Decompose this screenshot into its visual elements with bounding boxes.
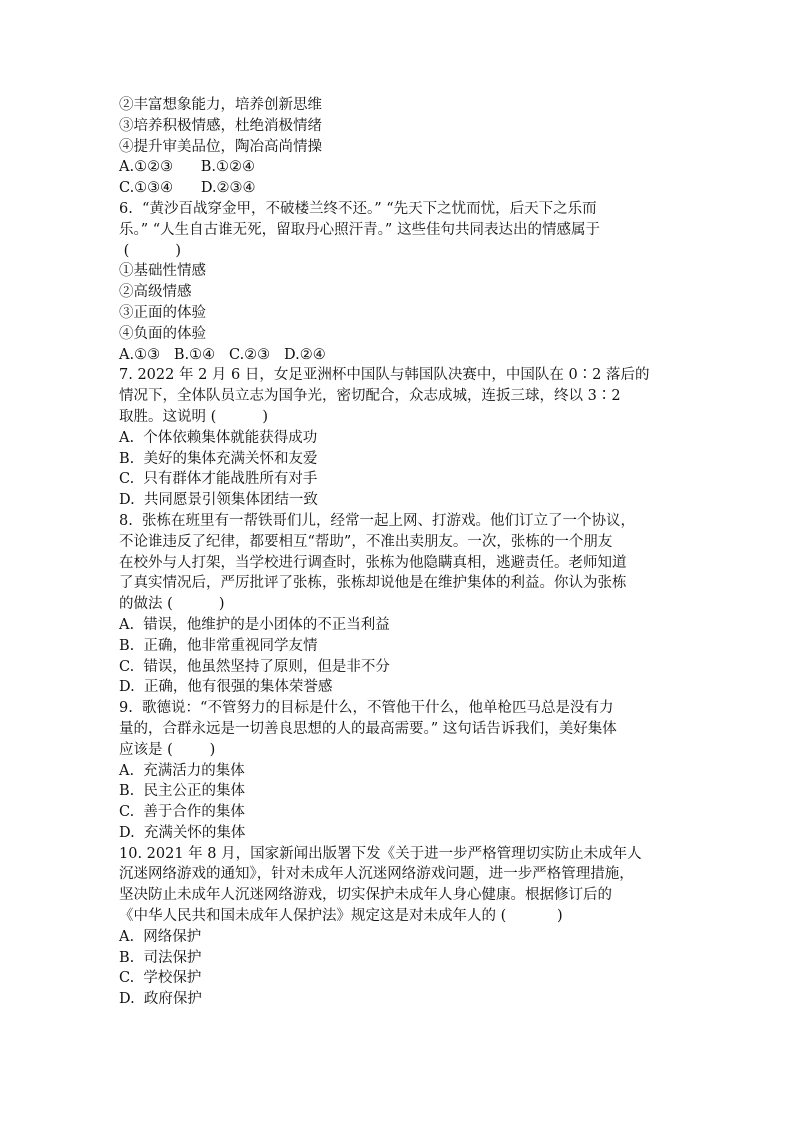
statement-line: ①基础性情感 <box>119 263 206 280</box>
option-c: C. 错误，他虽然坚持了原则，但是非不分 <box>119 658 390 675</box>
option-d: D. 正确，他有很强的集体荣誉感 <box>119 679 333 696</box>
statement-line: ③正面的体验 <box>119 304 206 321</box>
option-c: C. 只有群体才能战胜所有对手 <box>119 471 318 488</box>
question-text-line: 不论谁违反了纪律，都要相互“帮助”，不准出卖朋友。一次，张栋的一个朋友 <box>119 533 613 550</box>
option-d: D. 充满关怀的集体 <box>119 824 246 841</box>
question-text-line: 坚决防止未成年人沉迷网络游戏，切实保护未成年人身心健康。根据修订后的 <box>119 887 612 904</box>
answer-choice-line: A.①②③ B.①②④ <box>119 159 255 176</box>
option-b: B. 司法保护 <box>119 949 202 966</box>
option-a: A. 网络保护 <box>119 928 202 945</box>
question-9 <box>119 698 679 844</box>
options-continuation-block <box>119 95 679 199</box>
statement-line: ④提升审美品位，陶冶高尚情操 <box>119 138 322 155</box>
question-text-line: 应该是 ( ) <box>119 741 216 758</box>
option-a: A. 错误，他维护的是小团体的不正当利益 <box>119 616 390 633</box>
question-7 <box>119 365 679 511</box>
question-text-line: 7. 2022 年 2 月 6 日，女足亚洲杯中国队与韩国队决赛中，中国队在 0∶2 落后的 <box>119 367 650 384</box>
question-text-line: 在校外与人打架，当学校进行调查时，张栋为他隐瞒真相，逃避责任。老师知道 <box>119 554 627 571</box>
question-text-line: 乐。” “人生自古谁无死，留取丹心照汗青。” 这些佳句共同表达出的情感属于 <box>119 221 600 238</box>
answer-choice-line: A.①③ B.①④ C.②③ D.②④ <box>119 346 326 363</box>
question-text-line: 了真实情况后，严厉批评了张栋，张栋却说他是在维护集体的利益。你认为张栋 <box>119 575 627 592</box>
question-text-line: 沉迷网络游戏的通知》，针对未成年人沉迷网络游戏问题，进一步严格管理措施， <box>119 866 634 883</box>
page-content <box>119 95 679 1010</box>
question-text-line: 取胜。这说明 ( ) <box>119 408 269 425</box>
question-text-line: 量的，合群永远是一切善良思想的人的最高需要。” 这句话告诉我们，美好集体 <box>119 720 617 737</box>
question-text-line: 《中华人民共和国未成年人保护法》规定这是对未成年人的 ( ) <box>119 908 563 925</box>
answer-blank: ( ) <box>119 242 182 259</box>
question-text-line: 6. “黄沙百战穿金甲，不破楼兰终不还。” “先天下之忧而忧，后天下之乐而 <box>119 200 597 217</box>
question-text-line: 的做法 ( ) <box>119 596 225 613</box>
option-a: A. 充满活力的集体 <box>119 762 245 779</box>
option-c: C. 学校保护 <box>119 970 202 987</box>
question-6 <box>119 199 679 365</box>
question-text-line: 10. 2021 年 8 月，国家新闻出版署下发《关于进一步严格管理切实防止未成年人 <box>119 845 642 862</box>
answer-choice-line: C.①③④ D.②③④ <box>119 180 256 197</box>
option-d: D. 政府保护 <box>119 991 202 1008</box>
option-c: C. 善于合作的集体 <box>119 804 245 821</box>
question-text-line: 9. 歌德说：“不管努力的目标是什么，不管他干什么，他单枪匹马总是没有力 <box>119 700 614 717</box>
question-10 <box>119 844 679 1010</box>
option-b: B. 美好的集体充满关怀和友爱 <box>119 450 318 467</box>
option-b: B. 民主公正的集体 <box>119 783 245 800</box>
question-text-line: 8. 张栋在班里有一帮铁哥们儿，经常一起上网、打游戏。他们订立了一个协议， <box>119 512 636 529</box>
option-a: A. 个体依赖集体就能获得成功 <box>119 429 318 446</box>
statement-line: ②丰富想象能力，培养创新思维 <box>119 97 322 113</box>
option-d: D. 共同愿景引领集体团结一致 <box>119 492 318 509</box>
option-b: B. 正确，他非常重视同学友情 <box>119 637 318 654</box>
question-8 <box>119 511 679 698</box>
statement-line: ③培养积极情感，杜绝消极情绪 <box>119 117 322 134</box>
statement-line: ④负面的体验 <box>119 325 206 342</box>
statement-line: ②高级情感 <box>119 284 192 301</box>
question-text-line: 情况下，全体队员立志为国争光，密切配合，众志成城，连扳三球，终以 3∶2 <box>119 388 621 405</box>
